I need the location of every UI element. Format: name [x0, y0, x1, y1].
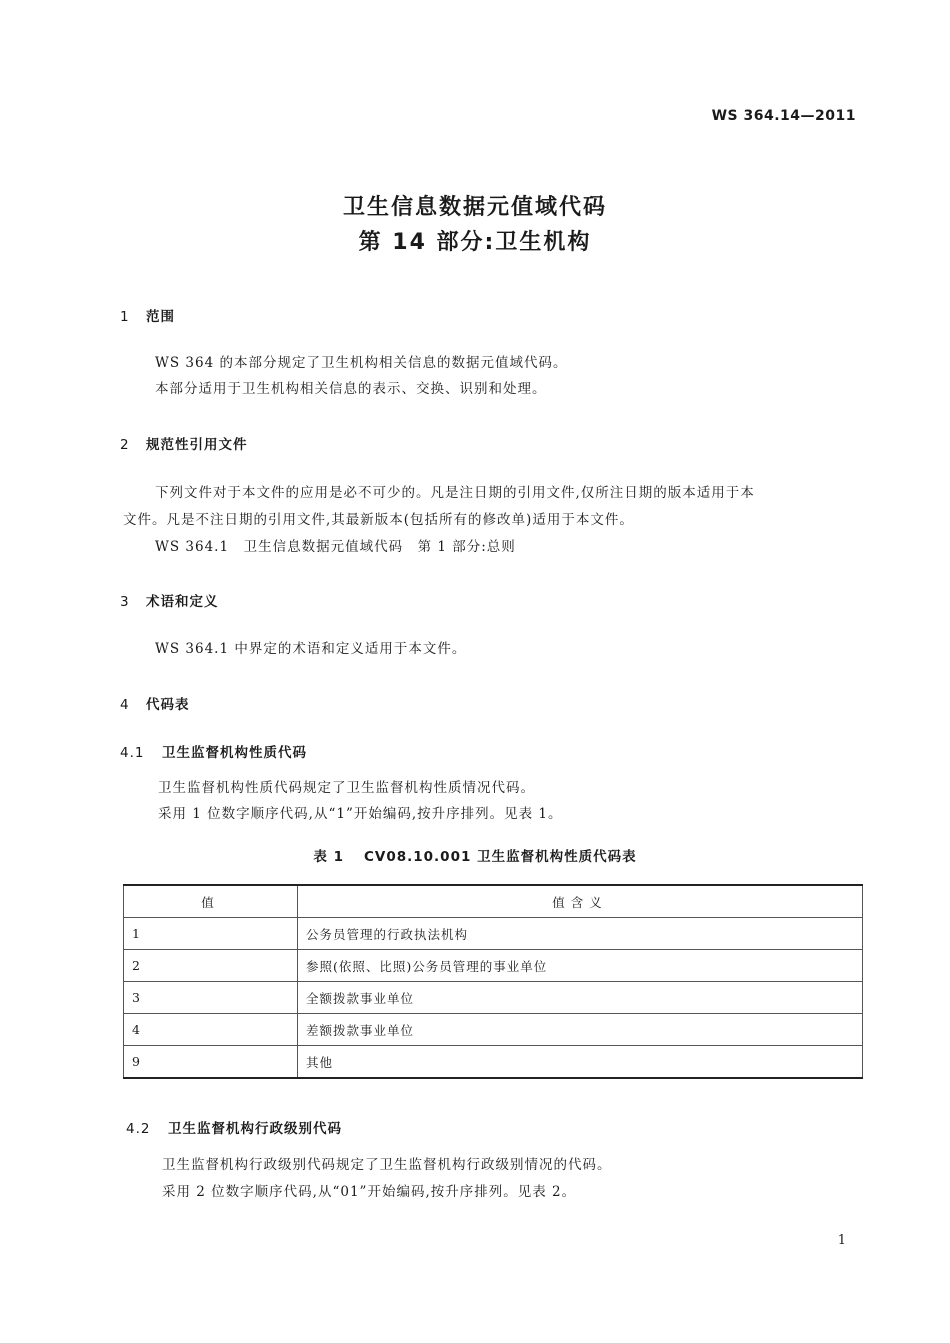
section-number: 2 [120, 437, 130, 453]
paragraph: 采用 1 位数字顺序代码,从“1”开始编码,按升序排列。见表 1。 [158, 806, 563, 822]
cell-value: 3 [124, 982, 298, 1014]
section-title: 范围 [146, 309, 175, 325]
table-row [124, 982, 863, 1014]
section-title: 代码表 [146, 697, 190, 713]
paragraph: 卫生监督机构行政级别代码规定了卫生监督机构行政级别情况的代码。 [162, 1157, 612, 1173]
standard-code: WS 364.14—2011 [711, 108, 856, 124]
cell-value: 2 [124, 950, 298, 982]
normative-reference: WS 364.1 卫生信息数据元值域代码 第 1 部分:总则 [155, 539, 516, 555]
cell-meaning: 全额拨款事业单位 [298, 982, 863, 1014]
section-4-2-heading [126, 1117, 342, 1137]
cell-meaning: 公务员管理的行政执法机构 [298, 918, 863, 950]
code-table [123, 884, 863, 1079]
section-4-heading [120, 693, 190, 713]
section-number: 4.2 [126, 1121, 151, 1137]
section-number: 1 [120, 309, 130, 325]
section-number: 4 [120, 697, 130, 713]
section-title: 术语和定义 [146, 594, 219, 610]
column-header-meaning: 值含义 [298, 885, 863, 918]
section-3-heading [120, 590, 219, 610]
section-number: 4.1 [120, 745, 145, 761]
table-row [124, 1014, 863, 1046]
paragraph: 卫生监督机构性质代码规定了卫生监督机构性质情况代码。 [158, 780, 535, 796]
cell-value: 1 [124, 918, 298, 950]
cell-meaning: 差额拨款事业单位 [298, 1014, 863, 1046]
paragraph: 下列文件对于本文件的应用是必不可少的。凡是注日期的引用文件,仅所注日期的版本适用于本 [155, 485, 755, 501]
section-title: 卫生监督机构性质代码 [162, 745, 307, 761]
document-subtitle: 第 14 部分:卫生机构 [358, 230, 592, 255]
table-row [124, 1046, 863, 1079]
cell-value: 9 [124, 1046, 298, 1079]
table-header-row [124, 885, 863, 918]
paragraph: WS 364 的本部分规定了卫生机构相关信息的数据元值域代码。 [155, 355, 568, 371]
paragraph: 采用 2 位数字顺序代码,从“01”开始编码,按升序排列。见表 2。 [162, 1184, 577, 1200]
section-2-heading [120, 433, 248, 453]
section-4-1-heading [120, 741, 307, 761]
cell-meaning: 其他 [298, 1046, 863, 1079]
section-1-heading [120, 305, 175, 325]
section-title: 规范性引用文件 [146, 437, 248, 453]
page-number: 1 [837, 1233, 846, 1248]
table-label: 表 1 [313, 849, 344, 865]
section-title: 卫生监督机构行政级别代码 [168, 1121, 342, 1137]
table-title: CV08.10.001 卫生监督机构性质代码表 [364, 849, 637, 865]
column-header-value: 值 [124, 885, 298, 918]
table-row [124, 950, 863, 982]
paragraph: 本部分适用于卫生机构相关信息的表示、交换、识别和处理。 [155, 381, 547, 397]
table-caption [0, 845, 950, 865]
cell-value: 4 [124, 1014, 298, 1046]
document-title: 卫生信息数据元值域代码 [342, 195, 607, 220]
table-row [124, 918, 863, 950]
paragraph: WS 364.1 中界定的术语和定义适用于本文件。 [155, 641, 467, 657]
section-number: 3 [120, 594, 130, 610]
paragraph: 文件。凡是不注日期的引用文件,其最新版本(包括所有的修改单)适用于本文件。 [123, 512, 634, 528]
cell-meaning: 参照(依照、比照)公务员管理的事业单位 [298, 950, 863, 982]
